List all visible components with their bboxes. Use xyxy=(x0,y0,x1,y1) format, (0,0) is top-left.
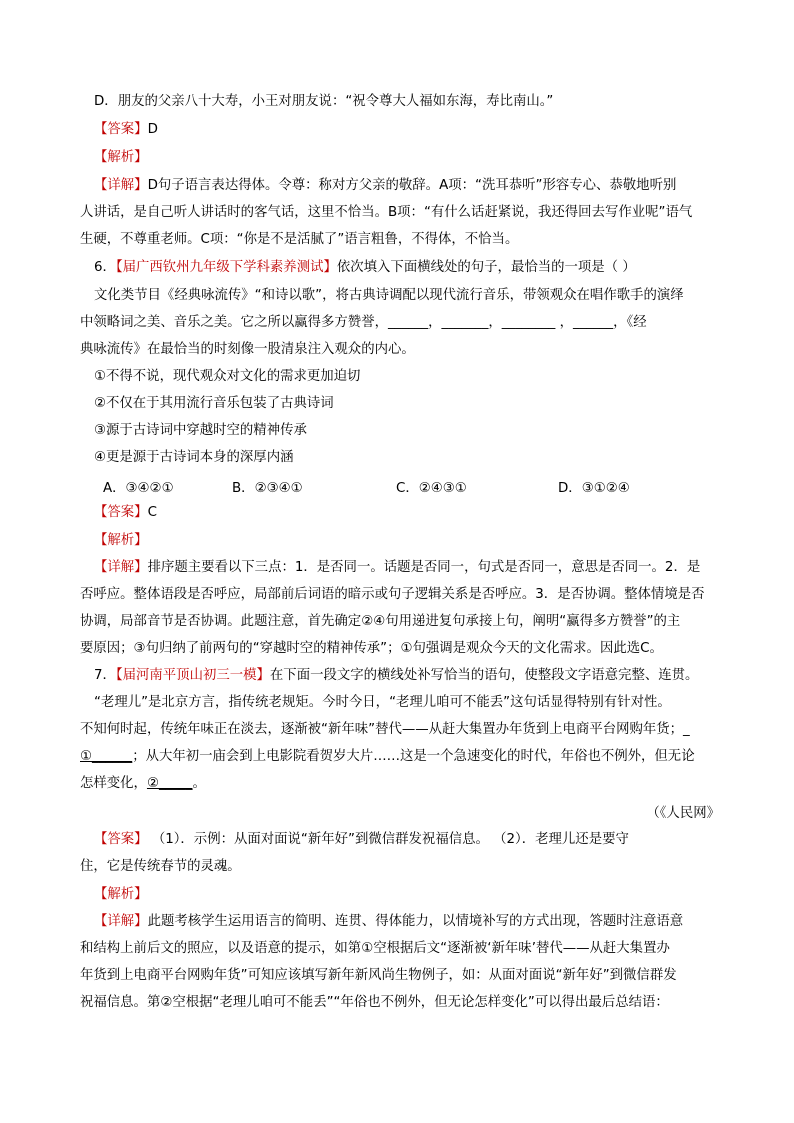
question-source: 【届广西钦州九年级下学科素养测试】 xyxy=(115,260,337,275)
detail-tag: 【详解】 xyxy=(94,560,148,575)
q6-option-b: B．②③④① xyxy=(232,481,303,496)
q6-passage-line-1 xyxy=(94,286,684,306)
passage-text: 中领略词之美、音乐之美。它之所以赢得多方赞誉，______，_______，________ ，______，《经 xyxy=(80,315,647,330)
passage-text: 典咏流传》在最恰当的时刻像一股清泉注入观众的内心。 xyxy=(80,342,415,357)
q6-option-c: C．②④③① xyxy=(396,481,467,496)
detail-text: 此题考核学生运用语言的简明、连贯、得体能力，以情境补写的方式出现，答题时注意语意 xyxy=(147,914,684,929)
answer-value: C xyxy=(147,505,157,520)
q6-analysis-label xyxy=(94,531,148,551)
answer-value: 住，它是传统春节的灵魂。 xyxy=(80,859,241,874)
q7-detail-line-2 xyxy=(80,939,670,959)
answer-tag: 【答案】 xyxy=(94,832,148,847)
answer-value: （1）．示例：从面对面说“新年好”到微信群发祝福信息。 （2）．老理儿还是要守 xyxy=(147,832,629,847)
q6-detail-line-4 xyxy=(80,639,663,659)
passage-text: 怎样变化， xyxy=(80,776,147,791)
q6-sentence-4 xyxy=(94,448,293,468)
analysis-tag: 【解析】 xyxy=(94,887,148,902)
sentence-text: ④更是源于古诗词本身的深厚内涵 xyxy=(94,450,294,465)
q6-sentence-3 xyxy=(94,421,307,441)
question-stem: 依次填入下面横线处的句子，最恰当的一项是（ ） xyxy=(336,260,636,275)
q7-passage-line-3 xyxy=(80,747,695,767)
q6-stem xyxy=(94,258,636,278)
detail-text: 否呼应。整体语段是否呼应，局部前后词语的暗示或句子逻辑关系是否呼应。3．是否协调。整体情境是否 xyxy=(80,587,705,602)
detail-text: 和结构上前后文的照应，以及语意的提示，如第①空根据后文“逐渐被‘新年味’替代——从赶大集置办 xyxy=(80,941,670,956)
detail-text: 协调，局部音节是否协调。此题注意，首先确定②④句用递进复句承接上句，阐明“赢得多方赞誉”的主 xyxy=(80,614,681,629)
passage-text: 不知何时起，传统年味正在淡去，逐渐被“新年味”替代——从赶大集置办年货到上电商平台网购年货；_ xyxy=(80,722,690,737)
passage-end: 。 xyxy=(192,776,206,791)
question-number: 6． xyxy=(94,260,116,275)
detail-text: D句子语言表达得体。令尊：称对方父亲的敬辞。A项：“洗耳恭听”形容专心、恭敬地听别 xyxy=(147,178,677,193)
question-source: 【届河南平顶山初三一模】 xyxy=(115,668,270,683)
q6-answer xyxy=(94,503,157,523)
q5-detail-line-1 xyxy=(94,176,676,196)
q6-sentence-1 xyxy=(94,367,360,387)
q6-option-a: A．③④②① xyxy=(103,481,174,496)
blank-1: ①______ xyxy=(80,749,133,764)
q6-passage-line-3 xyxy=(80,340,415,360)
sentence-text: ①不得不说，现代观众对文化的需求更加迫切 xyxy=(94,369,361,384)
q7-detail-line-3 xyxy=(80,966,677,986)
q5-detail-line-3 xyxy=(80,230,518,250)
q5-option-d xyxy=(94,92,553,112)
answer-tag: 【答案】 xyxy=(94,505,148,520)
q7-stem xyxy=(94,666,698,686)
detail-text: 人讲话，是自己听人讲话时的客气话，这里不恰当。B项：“有什么话赶紧说，我还得回去写作业呢”语气 xyxy=(80,205,693,220)
analysis-tag: 【解析】 xyxy=(94,150,148,165)
q7-analysis-label xyxy=(94,885,148,905)
q6-detail-line-1 xyxy=(94,558,700,578)
q6-detail-line-2 xyxy=(80,585,705,605)
blank-2: ②_____ xyxy=(146,776,193,791)
detail-tag: 【详解】 xyxy=(94,178,148,193)
sentence-text: ③源于古诗词中穿越时空的精神传承 xyxy=(94,423,307,438)
detail-tag: 【详解】 xyxy=(94,914,148,929)
detail-text: 要原因；③句归纳了前两句的“穿越时空的精神传承”；①句强调是观众今天的文化需求。因此选C。 xyxy=(80,641,663,656)
sentence-text: ②不仅在于其用流行音乐包装了古典诗词 xyxy=(94,396,334,411)
q6-sentence-2 xyxy=(94,394,334,414)
q6-detail-line-3 xyxy=(80,612,680,632)
q6-passage-line-2 xyxy=(80,313,647,333)
q6-option-d: D．③①②④ xyxy=(558,481,630,496)
detail-text: 年货到上电商平台网购年货”可知应该填写新年新风尚生物例子，如：从面对面说“新年好”到微信群发 xyxy=(80,968,677,983)
passage-text: 文化类节目《经典咏流传》“和诗以歌”，将古典诗调配以现代流行音乐，带领观众在唱作歌手的演绎 xyxy=(94,288,684,303)
q7-passage-line-2 xyxy=(80,720,690,740)
detail-text: 排序题主要看以下三点：1．是否同一。话题是否同一，句式是否同一，意思是否同一。2．是 xyxy=(147,560,701,575)
answer-tag: 【答案】 xyxy=(94,122,148,137)
q7-detail-line-1 xyxy=(94,912,683,932)
question-stem: 在下面一段文字的横线处补写恰当的语句，使整段文字语意完整、连贯。 xyxy=(269,668,699,683)
answer-value: D xyxy=(147,122,158,137)
option-d-text: D．朋友的父亲八十大寿，小王对朋友说：“祝令尊大人福如东海，寿比南山。” xyxy=(94,94,554,109)
q5-analysis-label xyxy=(94,148,148,168)
q5-detail-line-2 xyxy=(80,203,692,223)
question-number: 7． xyxy=(94,668,116,683)
analysis-tag: 【解析】 xyxy=(94,533,148,548)
q7-answer-line-1 xyxy=(94,830,629,850)
q5-answer xyxy=(94,120,158,140)
passage-text: “老理儿”是北京方言，指传统老规矩。今时今日，“老理儿咱可不能丢”这句话显得特别有针对性。 xyxy=(94,695,671,710)
q7-answer-line-2 xyxy=(80,857,241,877)
q7-source-note: （《人民网》 xyxy=(646,806,720,821)
q7-passage-line-1 xyxy=(94,693,671,713)
q7-detail-line-4 xyxy=(80,993,669,1013)
q7-passage-line-4 xyxy=(80,774,206,794)
passage-text: ；从大年初一庙会到上电影院看贺岁大片……这是一个急速变化的时代，年俗也不例外，但无论 xyxy=(132,749,695,764)
detail-text: 生硬，不尊重老师。C项：“你是不是活腻了”语言粗鲁，不得体，不恰当。 xyxy=(80,232,519,247)
detail-text: 祝福信息。第②空根据“老理儿咱可不能丢”“年俗也不例外，但无论怎样变化”可以得出最后总结语： xyxy=(80,995,669,1010)
